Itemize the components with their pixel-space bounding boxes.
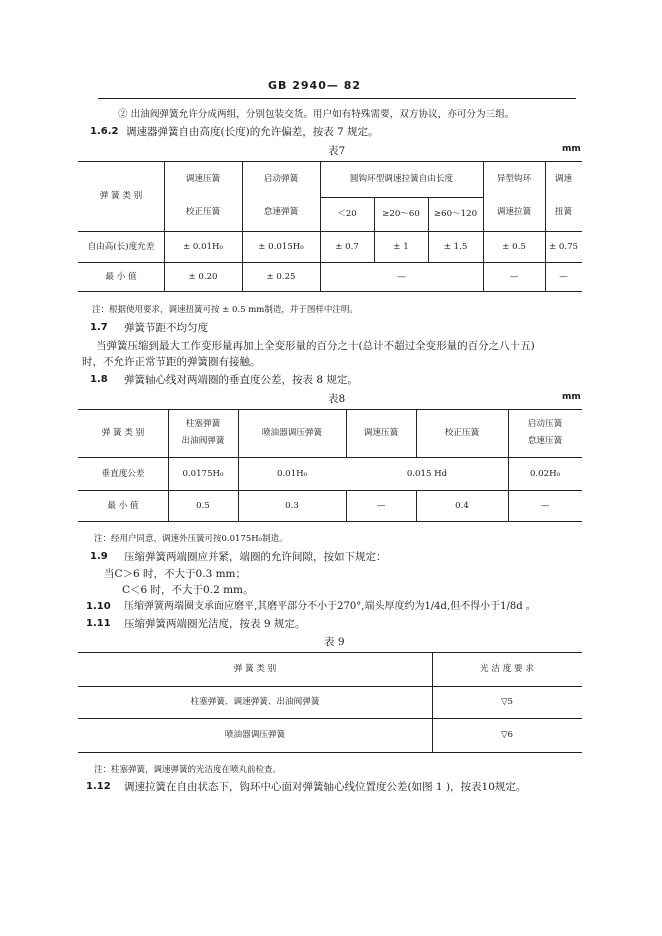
- table9-row1-label: 柱塞弹簧、调速弹簧、出油阀弹簧: [190, 697, 320, 707]
- table7-row2-cell: —: [397, 271, 406, 282]
- table9-caption: 表 9: [324, 636, 345, 648]
- table8-row1-cell: 0.015 Hd: [406, 468, 448, 479]
- table8-header-chuyoufa: 出油阀弹簧: [181, 436, 225, 446]
- table8-row2-cell: 0.5: [196, 500, 210, 511]
- section-1-6-2-number: 1.6.2: [90, 126, 119, 137]
- table7-header-niuhuang: 扭簧: [554, 207, 573, 217]
- table7-row2-label: 最 小 值: [105, 271, 137, 282]
- table7-caption: 表7: [328, 145, 346, 157]
- section-1-10-text: 压缩弹簧两端圈支承面应磨平,其磨平部分不小于270°,端头厚度约为1/4d,但不得小于1/8d 。: [124, 601, 536, 612]
- note-top: ② 出油阀弹簧允许分成两组，分别包装交货。用户如有特殊需要，双方协议，亦可分为三组。: [118, 109, 515, 120]
- table7-header-sub2: ≥20～60: [382, 209, 420, 219]
- table7-row1-cell: ± 1.5: [443, 241, 468, 252]
- table7-header-sub1: ＜20: [337, 209, 357, 219]
- table7-header-tiaosu-niu: 调速: [554, 174, 573, 184]
- table7-header-jiaozheng: 校正压簧: [185, 207, 221, 217]
- section-1-11-number: 1.11: [86, 618, 111, 629]
- table7-header-category: 弹 簧 类 别: [99, 191, 143, 201]
- table8-row1-label: 垂直度公差: [101, 468, 145, 479]
- table7-row1-cell: ± 0.5: [502, 241, 526, 252]
- table7-row2-cell: ± 0.25: [266, 271, 296, 282]
- table7-row2-cell: —: [509, 271, 519, 282]
- section-1-9-number: 1.9: [90, 551, 108, 562]
- table8-row1-cell: 0.02H₀: [529, 468, 561, 479]
- table8-header-zhusai: 柱塞弹簧: [185, 419, 221, 429]
- section-1-7-title: 弹簧节距不均匀度: [124, 322, 208, 334]
- table8-row2-cell: —: [376, 500, 386, 511]
- table7-row1-cell: ± 0.01H₀: [182, 241, 223, 252]
- table8-header-tiaosu: 调速压簧: [363, 428, 399, 438]
- table7-row1-label: 自由高(长)度允差: [87, 241, 155, 252]
- section-1-9-text: 压缩弹簧两端圈应并紧，端圈的允许间隙，按如下规定：: [124, 551, 387, 563]
- table8-header-category: 弹 簧 类 别: [101, 428, 145, 438]
- table7-header-sub3: ≥60～120: [433, 209, 478, 219]
- table7-header-yuangou: 圆钩环型调速拉簧自由长度: [349, 174, 454, 184]
- table9-row1-value: ▽5: [500, 697, 514, 707]
- section-1-10-number: 1.10: [86, 601, 111, 612]
- section-1-9-cond2: C＜6 时，不大于0.2 mm。: [122, 584, 254, 596]
- table8-unit: mm: [562, 392, 581, 402]
- table8-row2-cell: 0.4: [455, 500, 469, 511]
- table7-header-daisu: 怠速弹簧: [263, 207, 299, 217]
- table8-row2-cell: —: [540, 500, 550, 511]
- table7-row1-cell: ± 0.015H₀: [258, 241, 304, 252]
- table8-note: 注：经用户同意，调速外压簧可按0.0175H₀制造。: [94, 534, 288, 544]
- table7-row2-cell: —: [559, 271, 568, 282]
- section-1-9-cond1: 当C＞6 时，不大于0.3 mm；: [104, 568, 247, 580]
- table9-header-requirement: 光 洁 度 要 求: [480, 664, 534, 674]
- table7-header-qidong: 启动弹簧: [263, 174, 299, 184]
- table7-row1-cell: ± 1: [393, 241, 409, 252]
- table7-unit: mm: [562, 144, 581, 154]
- table7-header-lahuang: 调速拉簧: [496, 207, 532, 217]
- section-1-7-body1: 当弹簧压缩到最大工作变形量再加上全变形量的百分之十(总计不超过全变形量的百分之八十五): [96, 340, 535, 352]
- table8-header-daisu: 怠速压簧: [527, 436, 563, 446]
- section-1-7-body2: 时，不允许正常节距的弹簧圈有接触。: [82, 356, 261, 368]
- table8-row2-label: 最 小 值: [107, 500, 139, 511]
- section-1-8-number: 1.8: [90, 374, 108, 385]
- section-1-11-text: 压缩弹簧两端圈光洁度，按表 9 规定。: [124, 618, 306, 630]
- table7-row1-cell: ± 0.7: [335, 241, 359, 252]
- table8-row1-cell: 0.0175H₀: [182, 468, 224, 479]
- table7-header-tiaosu: 调速压簧: [185, 174, 221, 184]
- page-header: GB 2940— 82: [268, 79, 361, 92]
- section-1-12-number: 1.12: [86, 781, 111, 792]
- table9-header-category: 弹 簧 类 别: [233, 664, 277, 674]
- table8-header-qidong: 启动压簧: [527, 419, 563, 429]
- table9-note: 注：柱塞弹簧，调速弹簧的光洁度在喷丸前检查。: [94, 765, 282, 775]
- table8-header-penyou: 喷油器调压弹簧: [261, 428, 323, 438]
- table7-header-yixing: 异型钩环: [496, 174, 532, 184]
- table8-row2-cell: 0.3: [285, 500, 299, 511]
- table8-row1-cell: 0.01H₀: [276, 468, 308, 479]
- table7-note: 注：根据使用要求，调速扭簧可按 ± 0.5 mm制造，并于图样中注明。: [92, 305, 358, 315]
- header-rule: [98, 98, 576, 99]
- table7-row2-cell: ± 0.20: [188, 271, 218, 282]
- table9-row2-value: ▽6: [500, 730, 514, 740]
- table8-header-jiaozheng: 校正压簧: [444, 428, 480, 438]
- section-1-7-number: 1.7: [90, 322, 108, 333]
- section-1-6-2-text: 调速器弹簧自由高度(长度)的允许偏差，按表 7 规定。: [126, 126, 379, 138]
- table8-caption: 表8: [328, 393, 346, 405]
- section-1-12-text: 调速拉簧在自由状态下，钩环中心面对弹簧轴心线位置度公差(如图 1 )，按表10规定。: [124, 781, 527, 793]
- table9-row2-label: 喷油器调压弹簧: [224, 730, 286, 740]
- table7-row1-cell: ± 0.75: [548, 241, 579, 252]
- section-1-8-text: 弹簧轴心线对两端圈的垂直度公差，按表 8 规定。: [124, 374, 358, 386]
